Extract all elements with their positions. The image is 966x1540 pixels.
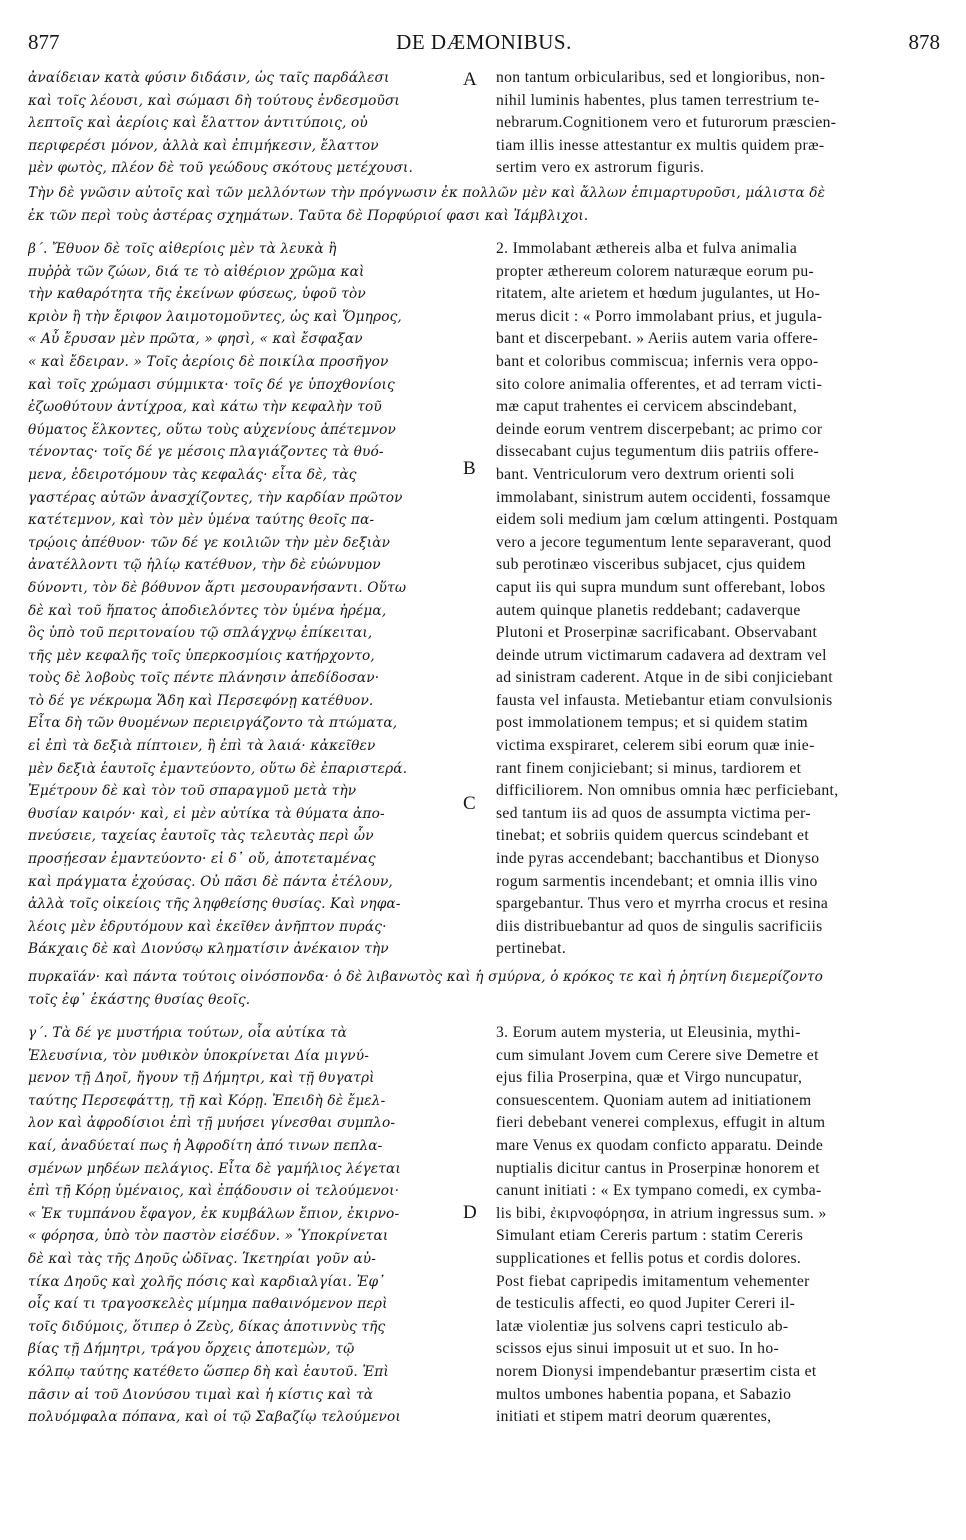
text-line: τὴν καθαρότητα τῆς ἐκείνων φύσεως, ὑφοῦ τὸν [28, 286, 366, 303]
text-line: bant et coloribus commiscua; infernis vera oppo- [496, 352, 819, 370]
text-line: ἐζωοθύτουν ἀντίχροα, καὶ κάτω τὴν κεφαλὴν τοῦ [28, 399, 382, 416]
section-1-columns [28, 67, 942, 180]
text-line: εἰ ἐπὶ τὰ δεξιὰ πίπτοιεν, ἢ ἐπὶ τὰ λαιά· κἀκεῖθεν [28, 738, 376, 755]
text-line: πυῤῥὰ τῶν ζώων, διά τε τὸ αἰθέριον χρῶμα καὶ [28, 263, 365, 280]
text-line: περιφερέσι μόνον, ἀλλὰ καὶ ἐπιμήκεσιν, ἔλαττον [28, 137, 379, 154]
text-line: γαστέρας αὐτῶν ἀνασχίζοντες, τὴν καρδίαν πρῶτον [28, 489, 403, 506]
text-line: λεπτοῖς καὶ ἀερίοις καὶ ἔλαττον ἀντιτύποις, οὐ [28, 115, 368, 132]
text-line: mare Venus ex quodam conficto apparatu. Deinde [496, 1136, 824, 1154]
page-number-right: 878 [908, 30, 940, 54]
text-line: deinde eorum ventrem discerpebant; ac primo cor [496, 420, 823, 438]
text-line: immolabant, sinistrum autem occidenti, fossamque [496, 488, 831, 506]
text-line: sito colore animalia offerentes, et ad terram victi- [496, 375, 823, 393]
text-line: προσῄεσαν ἐμαντεύοντο· εἰ δ᾽ οὔ, ἀποτεταμένας [28, 851, 376, 868]
running-title: DE DÆMONIBUS. [396, 30, 572, 54]
page-number-left: 877 [28, 30, 60, 54]
text-line: καὶ τοῖς χρώμασι σύμμικτα· τοῖς δέ γε ὑποχθονίοις [28, 376, 395, 393]
text-line: τοὺς δὲ λοβοὺς τοῖς πέντε πλάνησιν ἀπεδίδοσαν· [28, 670, 380, 687]
text-line: initiati et stipem matri deorum quærentes, [496, 1408, 772, 1426]
text-line: τῆς μὲν κεφαλῆς τοῖς ὑπερκοσμίοις κατήρχοντο, [28, 647, 375, 664]
greek-column [28, 67, 482, 180]
margin-letter-d: D [463, 1202, 477, 1223]
text-line: scissos ejus sinui imposuit ut et suo. In ho- [496, 1340, 780, 1358]
text-line: τίκα Δηοῦς καὶ χολῆς πόσις καὶ καρδιαλγίαι. Ἐφ᾽ [28, 1273, 386, 1290]
text-line: nihil luminis habentes, plus tamen terrestrium te- [496, 91, 820, 109]
text-line: κόλπῳ ταύτης κατέθετο ὥσπερ δὴ καὶ ἑαυτοῦ. Ἐπὶ [28, 1363, 389, 1380]
margin-letter-b: B [463, 458, 476, 479]
text-line: sed tantum iis ad quos de assumpta victima per- [496, 804, 811, 822]
text-line: de testiculis affecti, eo quod Jupiter Cereri il- [496, 1295, 796, 1313]
text-line: καὶ πράγματα ἐχούσας. Οὐ πᾶσι δὲ πάντα ἐτέλουν, [28, 873, 393, 890]
running-header [28, 30, 940, 54]
text-line: 3. Eorum autem mysteria, ut Eleusinia, mythi- [496, 1024, 801, 1041]
text-line: consuescentem. Quoniam autem ad initiationem [496, 1091, 812, 1109]
text-line: δύνοντι, τὸν δὲ βόθυνον ἄρτι μεσουρανήσαντι. Οὕτω [28, 579, 407, 596]
text-line: latæ violentiæ jus solvens capri testiculo ab- [496, 1317, 789, 1335]
text-line: lis bibi, ἐκιρνοφόρησα, in atrium ingressus sum. » [496, 1204, 827, 1222]
text-line: μὲν φωτὸς, πλέον δὲ τοῦ γεώδους σκότους μετέχουσι. [28, 160, 413, 177]
text-line: tiam illis inesse attestantur ex multis quidem præ- [496, 136, 825, 154]
text-line: nuptialis dicitur cantus in Proserpinæ honorem et [496, 1159, 820, 1177]
text-line: 2. Immolabant æthereis alba et fulva animalia [496, 240, 798, 257]
text-line: vero a jecore tegumentum lente separaverant, quod [496, 533, 832, 551]
text-line: victima exspiraret, celerem sibi eorum quæ inie- [496, 737, 815, 755]
text-line: bant et discerpebant. » Aeriis autem varia offere- [496, 330, 819, 348]
text-line: οἷς καί τι τραγοσκελὲς μίμημα παθαινόμενον περὶ [28, 1296, 388, 1313]
text-line: καί, ἀναδύεταί πως ἡ Ἀφροδίτη ἀπό τινων πεπλα- [28, 1137, 383, 1154]
text-line: propter æthereum colorem naturæque eorum pu- [496, 262, 815, 280]
text-line: δὲ καὶ τὰς τῆς Δηοῦς ὠδῖνας. Ἱκετηρίαι γοῦν αὐ- [28, 1250, 376, 1267]
section-2-full-width-text [28, 966, 942, 1011]
text-line: « φόρησα, ὑπὸ τὸν παστὸν εἰσέδυν. » Ὑποκρίνεται [28, 1228, 389, 1245]
text-line: πᾶσιν αἱ τοῦ Διονύσου τιμαὶ καὶ ἡ κίστις καὶ τὰ [28, 1386, 374, 1403]
text-line: deinde utrum victimarum cadavera ad dextram vel [496, 646, 827, 664]
margin-letter-a: A [463, 69, 477, 90]
text-line: ἐκ τῶν περὶ τοὺς ἀστέρας σχημάτων. Ταῦτα δὲ Πορφύριοί φασι καὶ Ἰάμβλιχοι. [28, 207, 589, 224]
text-line: Εἶτα δὴ τῶν θυομένων περιειργάζοντο τὰ πτώματα, [28, 715, 398, 732]
text-line: Post fiebat capripedis imitamentum vehementer [496, 1272, 810, 1290]
text-line: ad sinistram caderent. Atque in de sibi conjiciebant [496, 669, 833, 687]
text-line: ὃς ὑπὸ τοῦ περιτοναίου τῷ σπλάγχνῳ ἐπίκειται, [28, 625, 373, 642]
text-line: pertinebat. [496, 940, 567, 958]
text-line: ἀνατέλλοντι τῷ ἡλίῳ κατέθυον, τὴν δὲ εὐώνυμον [28, 557, 381, 574]
text-line: πολυόμφαλα πόπανα, καὶ οἱ τῷ Σαβαζίῳ τελούμενοι [28, 1409, 401, 1426]
text-line: ἐπὶ τῇ Κόρῃ ὑμέναιος, καὶ ἐπᾴδουσιν οἱ τελούμενοι· [28, 1183, 400, 1200]
text-line: fausta vel infausta. Metiebantur etiam convulsionis [496, 691, 833, 709]
text-line: canunt initiati : « Ex tympano comedi, ex cymba- [496, 1182, 822, 1200]
text-line: τοῖς ἐφ᾽ ἑκάστης θυσίας θεοῖς. [28, 991, 251, 1008]
section-2-columns [28, 238, 942, 962]
text-line: ritatem, alte arietem et hœdum jugulantes, ut Ho- [496, 285, 821, 303]
text-line: κατέτεμνον, καὶ τὸν μὲν ὑμένα ταύτης θεοῖς πα- [28, 512, 375, 529]
text-line: Ἐλευσίνια, τὸν μυθικὸν ὑποκρίνεται Δία μιγνύ- [28, 1047, 370, 1064]
text-line: norem Dionysi impendebantur præsertim cista et [496, 1362, 817, 1380]
section-3-columns [28, 1022, 942, 1432]
text-line: rant finem conjiciebant; si minus, tardiorem et [496, 759, 802, 777]
text-line: non tantum orbicularibus, sed et longioribus, non- [496, 69, 826, 86]
text-line: ejus filia Proserpina, quæ et Virgo nuncupatur, [496, 1069, 803, 1087]
text-line: spargebantur. Thus vero et myrrha crocus et resina [496, 895, 829, 913]
latin-column [496, 1022, 942, 1429]
text-line: post immolationem tempus; et si quidem statim [496, 714, 809, 732]
text-line: nebrarum.Cognitionem vero et futurorum præscien- [496, 114, 837, 132]
text-line: multos umbones habentia popana, et Sabazio [496, 1385, 792, 1403]
text-line: τένοντας· τοῖς δέ γε μέσοις πλαγιάζοντες τὰ θυό- [28, 444, 384, 461]
text-line: Τὴν δὲ γνῶσιν αὐτοῖς καὶ τῶν μελλόντων τὴν πρόγνωσιν ἐκ πολλῶν μὲν καὶ ἄλλων ἐπιμαρτυροῦσι, μάλιστα δὲ [28, 185, 826, 201]
text-line: mæ caput trahentes ei cervicem abscindebant, [496, 398, 798, 416]
text-line: caput iis qui supra mundum sunt offerebant, lobos [496, 578, 826, 596]
text-line: autem quinque planetis reddebant; cadaverque [496, 601, 801, 619]
greek-column [28, 238, 482, 961]
text-line: ταύτης Περσεφάττῃ, τῇ καὶ Κόρῃ. Ἐπειδὴ δὲ ἔμελ- [28, 1092, 386, 1109]
text-line: tinebat; et sobriis quidem quercus scindebant et [496, 827, 810, 845]
text-line: δὲ καὶ τοῦ ἥπατος ἀποδιελόντες τὸν ὑμένα ἠρέμα, [28, 602, 387, 619]
text-line: inde pyras accendebant; bacchantibus et Dionyso [496, 850, 820, 868]
text-line: Ἐμέτρουν δὲ καὶ τὸν τοῦ σπαραγμοῦ μετὰ τὴν [28, 783, 357, 800]
text-line: difficiliorem. Non omnibus omnia hæc perficiebant, [496, 782, 839, 800]
text-line: dissecabant cujus tegumentum diis patriis offere- [496, 443, 820, 461]
text-line: diis distribuebantur ad quos de singulis sacrificiis [496, 917, 823, 935]
latin-column [496, 67, 942, 180]
text-line: cum simulant Jovem cum Cerere sive Demetre et [496, 1046, 819, 1064]
text-line: sub perotinæo visceribus subjacet, cjus quidem [496, 556, 806, 574]
text-line: rogum sarmentis incendebant; et omnia illis vino [496, 872, 818, 890]
latin-column [496, 238, 942, 961]
text-line: κριὸν ἢ τὴν ἔριφον λαιμοτομοῦντες, ὡς καὶ Ὅμηρος, [28, 308, 402, 325]
text-line: « Ἐκ τυμπάνου ἔφαγον, ἐκ κυμβάλων ἔπιον, ἐκιρνο- [28, 1205, 400, 1222]
text-line: καὶ τοῖς λέουσι, καὶ σώμασι δὴ τούτους ἐνδεσμοῦσι [28, 92, 400, 109]
text-line: μενα, ἐδειροτόμουν τὰς κεφαλάς· εἶτα δὲ, τὰς [28, 466, 357, 483]
text-line: μὲν δεξιὰ ἑαυτοῖς ἐμαντεύοντο, οὕτω δὲ ἐπαριστερά. [28, 760, 408, 777]
text-line: θυσίαν καιρόν· καὶ, εἰ μὲν αὐτίκα τὰ θύματα ἀπο- [28, 805, 385, 822]
text-line: Βάκχαις δὲ καὶ Διονύσῳ κληματίσιν ἀνέκαιον τὴν [28, 941, 389, 958]
text-line: πυρκαϊάν· καὶ πάντα τούτοις οἰνόσπονδα· ὁ δὲ λιβανωτὸς καὶ ἡ σμύρνα, ὁ κρόκος τε καὶ ἡ ῥητίνη διεμερίζοντο [28, 969, 824, 985]
text-line: σμένων μηδέων πελάγιος. Εἶτα δὲ γαμήλιος λέγεται [28, 1160, 401, 1177]
text-line: β´. Ἔθυον δὲ τοῖς αἰθερίοις μὲν τὰ λευκὰ ἢ [28, 241, 337, 257]
text-line: γ´. Τὰ δέ γε μυστήρια τούτων, οἷα αὐτίκα τὰ [28, 1025, 348, 1041]
text-line: « Αὖ ἔρυσαν μὲν πρῶτα, » φησὶ, « καὶ ἔσφαξαν [28, 331, 363, 348]
text-line: τρῴοις ἀπέθυον· τῶν δέ γε κοιλιῶν τὴν μὲν δεξιὰν [28, 534, 391, 551]
text-line: βίας τῇ Δήμητρι, τράγου ὄρχεις ἀποτεμὼν, τῷ [28, 1341, 355, 1358]
text-line: ἀλλὰ τοῖς οἰκείοις τῆς ληφθείσης θυσίας. Καὶ νηφα- [28, 896, 401, 913]
text-line: bant. Ventriculorum vero dextrum orienti soli [496, 465, 795, 483]
text-line: λέοις μὲν ἐδρυτόμουν καὶ ἐκεῖθεν ἀνῆπτον πυράς· [28, 918, 387, 935]
text-line: τοῖς διδύμοις, ὅτιπερ ὁ Ζεὺς, δίκας ἀποτιννὺς τῆς [28, 1318, 386, 1335]
text-line: πνεύσειε, ταχείας ἑαυτοῖς τὰς τελευτὰς περὶ ὧν [28, 828, 374, 845]
text-line: eidem soli medium jam cœlum attingenti. Postquam [496, 511, 839, 529]
text-line: fieri debebant venerei complexus, effugit in altum [496, 1114, 826, 1132]
text-line: μενον τῇ Δηοῖ, ἤγουν τῇ Δήμητρι, καὶ τῇ θυγατρὶ [28, 1070, 375, 1087]
section-1-full-width-text [28, 182, 942, 227]
text-line: ἀναίδειαν κατὰ φύσιν διδάσιν, ὡς ταῖς παρδάλεσι [28, 70, 390, 86]
text-line: Simulant etiam Cereris partum : statim Cereris [496, 1227, 804, 1245]
text-line: θύματος ἕλκοντες, οὕτω τοὺς αὐχενίους ἀπέτεμνον [28, 421, 396, 438]
text-line: τὸ δέ γε νέκρωμα Ἅδη καὶ Περσεφόνῃ κατέθυον. [28, 692, 374, 709]
text-line: Plutoni et Proserpinæ sacrificabant. Observabant [496, 624, 818, 642]
margin-letter-c: C [463, 793, 476, 814]
greek-column [28, 1022, 482, 1429]
text-line: merus dicit : « Porro immolabant prius, et jugula- [496, 307, 823, 325]
text-line: λον καὶ ἀφροδίσιοι ἐπὶ τῇ μυήσει γίνεσθαι συμπλο- [28, 1115, 396, 1132]
text-line: supplicationes et fellis potus et cordis dolores. [496, 1249, 802, 1267]
text-line: sertim vero ex astrorum figuris. [496, 159, 705, 177]
text-line: « καὶ ἔδειραν. » Τοῖς ἀερίοις δὲ ποικίλα προσῆγον [28, 353, 389, 370]
